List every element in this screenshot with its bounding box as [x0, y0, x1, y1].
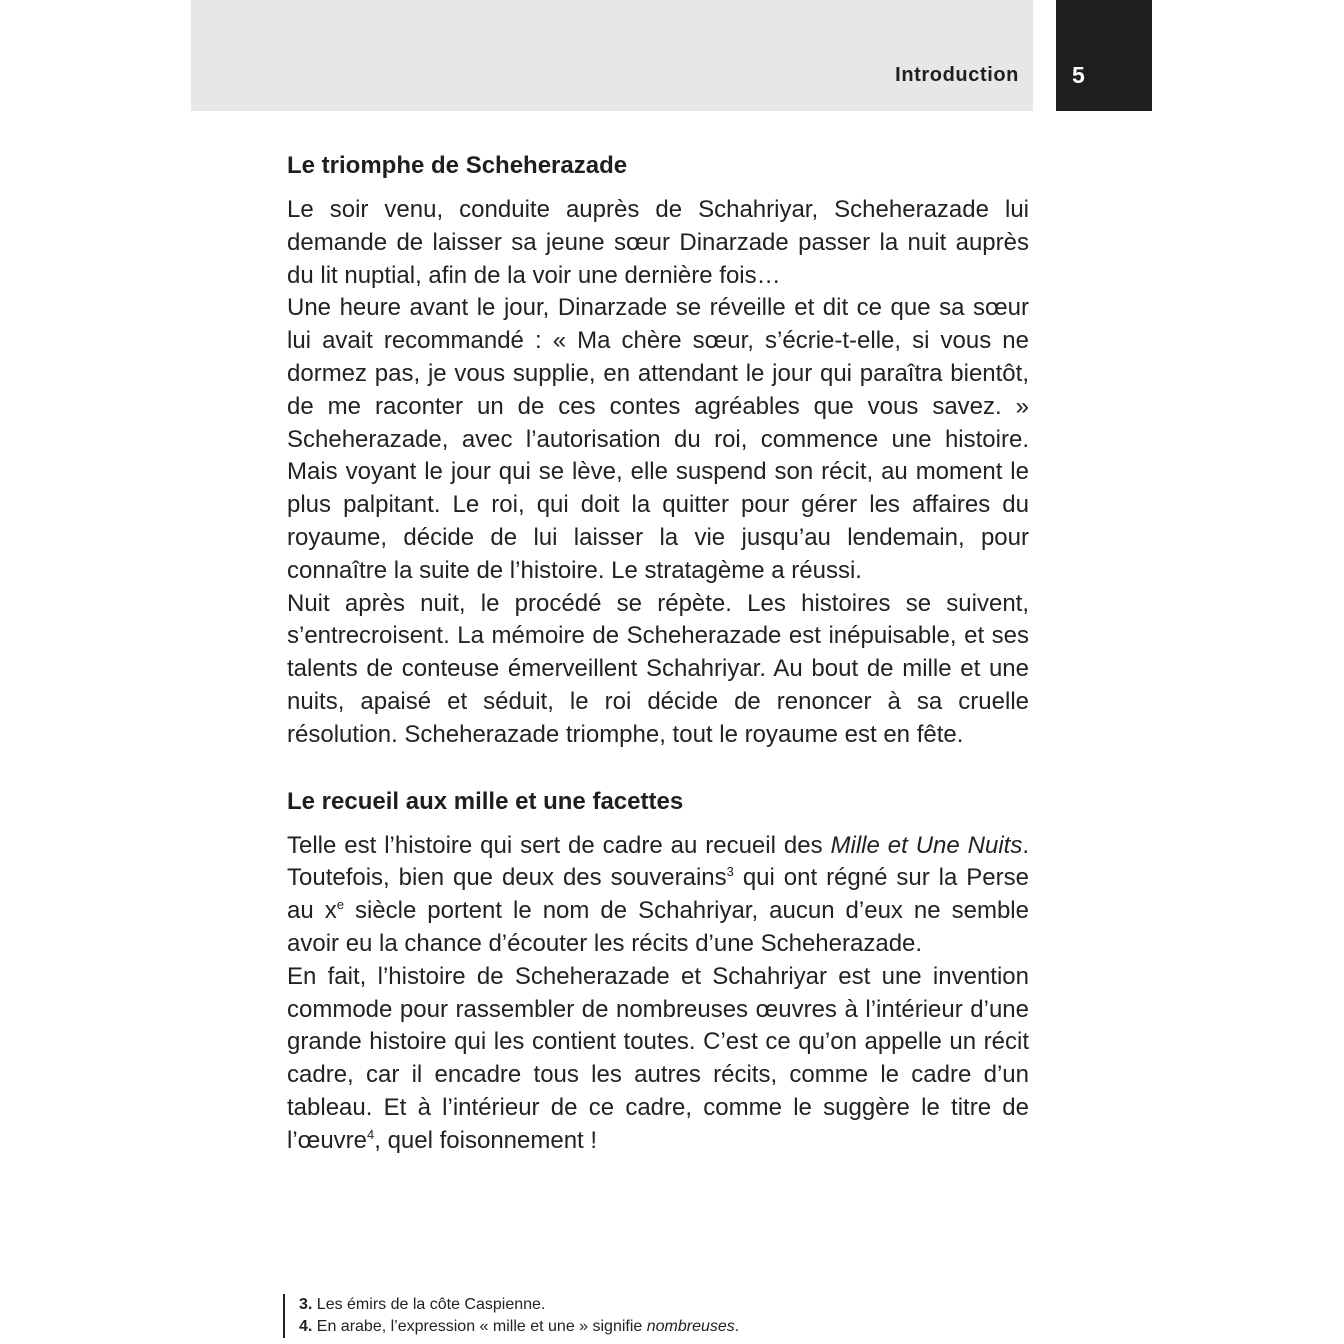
main-content: [287, 150, 1029, 1158]
paragraph: Nuit après nuit, le procédé se répète. Les histoires se suivent, s’entrecroisent. La mémoire de Scheherazade est inépuisable, et ses talents de conteuse émerveillent Schahriyar. Au bout de mille et une nuits, apaisé et séduit, le roi décide de renoncer à sa cruelle résolution. Scheherazade triomphe, tout le royaume est en fête.: [287, 589, 1029, 748]
footnote-text: .: [734, 1318, 740, 1335]
paragraph: Une heure avant le jour, Dinarzade se réveille et dit ce que sa sœur lui avait recommandé : « Ma chère sœur, s’écrie-t-elle, si vous ne dormez pas, je vous supplie, en attendant le jour qui paraîtra bientôt, de me raconter un de ces contes agréables que vous savez. » Scheherazade, avec l’autorisation du roi, commence une histoire. Mais voyant le jour qui se lève, elle suspend son récit, au moment le plus palpitant. Le roi, qui doit la quitter pour gérer les affaires du royaume, décide de lui laisser la vie jusqu’au lendemain, pour connaître la suite de l’histoire. Le stratagème a réussi.: [287, 294, 1029, 584]
text-run: siècle portent le nom de Schahriyar, aucun d’eux ne semble avoir eu la chance d’écouter les récits d’une Scheherazade.: [287, 897, 1029, 957]
footnote-emphasis: nombreuses: [646, 1318, 735, 1335]
paragraph: Le soir venu, conduite auprès de Schahriyar, Scheherazade lui demande de laisser sa jeune sœur Dinarzade passer la nuit auprès du lit nuptial, afin de la voir une dernière fois…: [287, 196, 1029, 289]
text-run: En fait, l’histoire de Scheherazade et Schahriyar est une invention commode pour rassembler de nombreuses œuvres à l’intérieur d’une grande histoire qui les contient toutes. C’est ce qu’on appelle un récit cadre, car il encadre tous les autres récits, comme le cadre d’un tableau. Et à l’intérieur de ce cadre, comme le suggère le titre de l’œuvre: [287, 962, 1029, 1154]
text-run: . Toutefois, bien que deux des souverains: [287, 831, 1029, 892]
paragraph: [287, 961, 1029, 1158]
work-title: Mille et Une Nuits: [830, 831, 1023, 859]
footnote-text: En arabe, l’expression « mille et une » signifie: [312, 1318, 647, 1335]
header-band: [191, 0, 1033, 111]
footnote-ref: 4: [367, 1126, 375, 1142]
paragraph: [287, 830, 1029, 961]
text-run: qui ont régné sur la Perse au x: [287, 864, 1029, 925]
footnote-number: 3.: [299, 1296, 313, 1313]
page-number: 5: [1072, 62, 1085, 88]
century-superscript: e: [336, 897, 344, 913]
footnote-ref: 3: [726, 864, 734, 880]
footnote: [299, 1316, 739, 1338]
footnote-number: 4.: [299, 1318, 313, 1335]
footnotes: [283, 1294, 739, 1338]
footnote: [299, 1294, 739, 1316]
text-run: , quel foisonnement !: [374, 1126, 598, 1154]
section-heading: Le recueil aux mille et une facettes: [287, 787, 684, 815]
text-run: Telle est l’histoire qui sert de cadre au recueil des: [287, 831, 831, 859]
running-head: Introduction: [895, 64, 1019, 86]
page-number-tab: [1056, 0, 1152, 111]
section-heading: Le triomphe de Scheherazade: [287, 152, 628, 179]
footnote-text: Les émirs de la côte Caspienne.: [312, 1296, 546, 1313]
